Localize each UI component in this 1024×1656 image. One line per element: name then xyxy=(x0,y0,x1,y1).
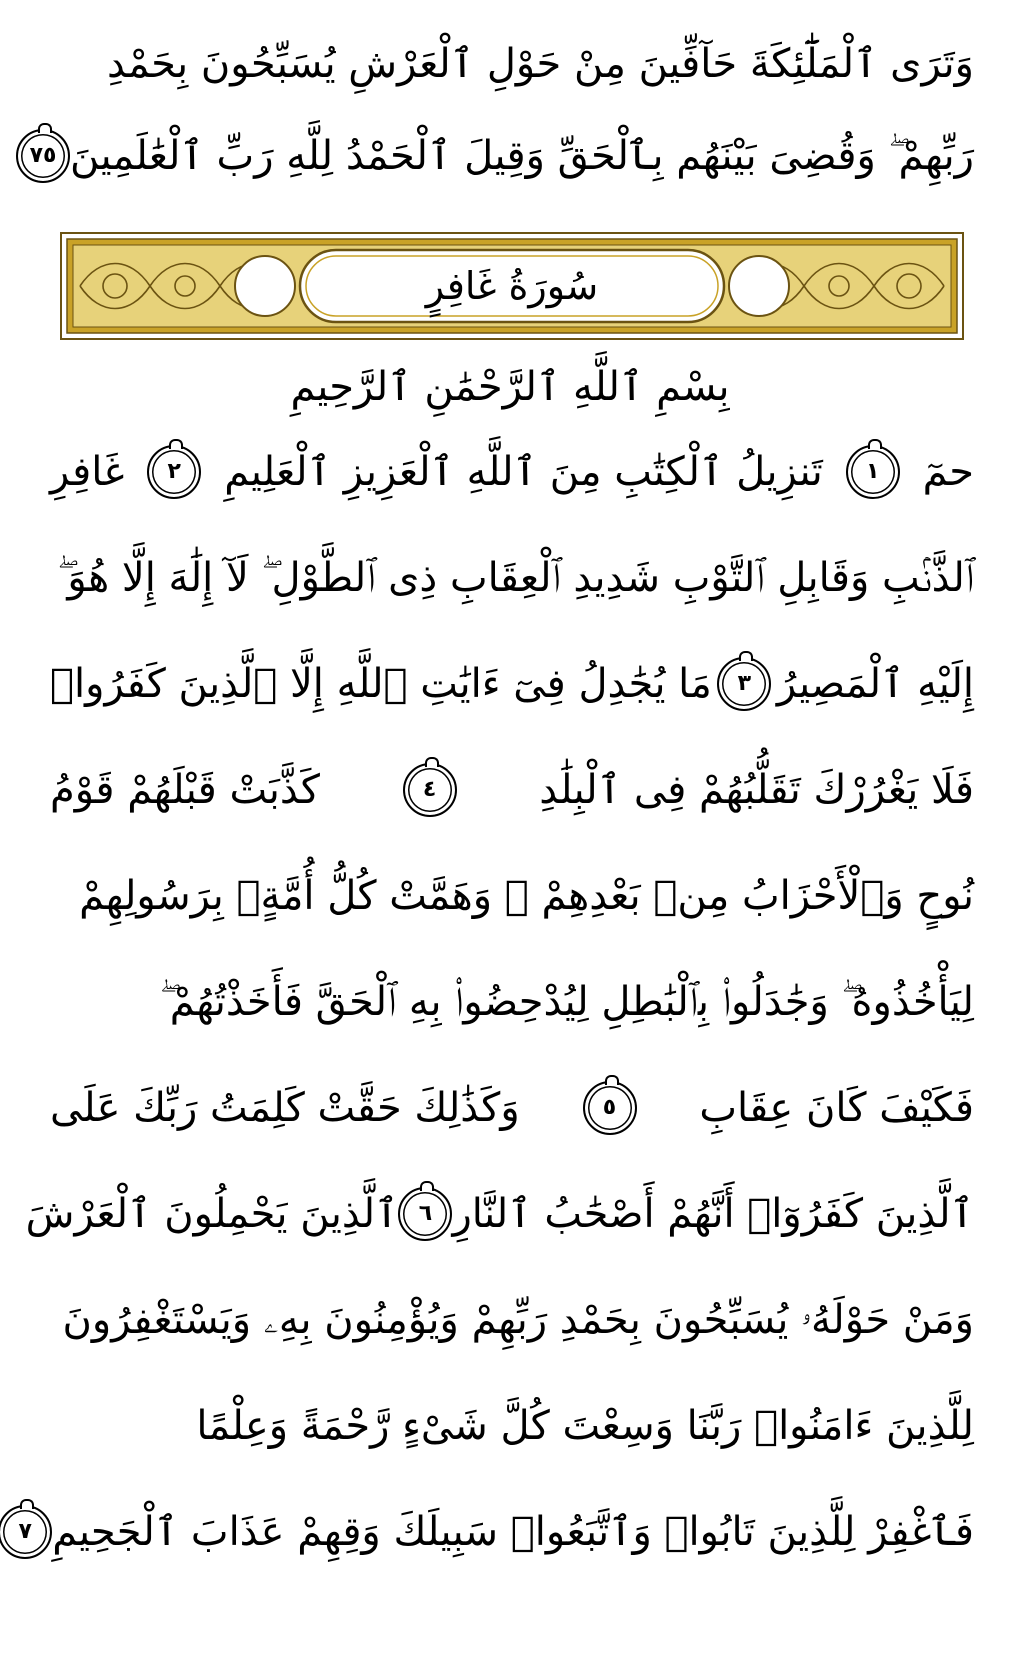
text-line xyxy=(29,116,974,196)
text-line xyxy=(50,750,974,830)
ayah-number-marker: ١ xyxy=(846,445,900,499)
text-line xyxy=(18,1492,974,1572)
verse-text: فَكَيْفَ كَانَ عِقَابِ xyxy=(699,1085,974,1131)
surah-title: سُورَةُ غَافِرٍ xyxy=(425,264,599,308)
ayah-number-marker: ٧ xyxy=(0,1505,52,1559)
text-line xyxy=(50,24,974,104)
ayah-number-marker: ٧٥ xyxy=(16,129,70,183)
ayah-number-marker: ٣ xyxy=(717,657,771,711)
verse-text: مَا يُجَٰدِلُ فِىٓ ءَايَٰتِ ٱللَّهِ إِلَّا ٱلَّذِينَ كَفَرُوا۟ xyxy=(50,661,712,707)
basmala: بِسْمِ ٱللَّهِ ٱلرَّحْمَٰنِ ٱلرَّحِيمِ xyxy=(290,364,730,410)
verse-text: حمٓ xyxy=(922,449,974,495)
verse-text: فَلَا يَغْرُرْكَ تَقَلُّبُهُمْ فِى ٱلْبِلَٰدِ xyxy=(539,767,974,813)
text-line xyxy=(25,1174,974,1254)
text-line xyxy=(50,1280,974,1360)
verse-text: وَمَنْ حَوْلَهُۥ يُسَبِّحُونَ بِحَمْدِ رَبِّهِمْ وَيُؤْمِنُونَ بِهِۦ وَيَسْتَغْفِرُونَ xyxy=(62,1297,974,1343)
verse-text: تَنزِيلُ ٱلْكِتَٰبِ مِنَ ٱللَّهِ ٱلْعَزِيزِ ٱلْعَلِيمِ xyxy=(224,449,823,495)
verse-text: لِلَّذِينَ ءَامَنُوا۟ رَبَّنَا وَسِعْتَ كُلَّ شَىْءٍ رَّحْمَةً وَعِلْمًا xyxy=(196,1403,974,1449)
ayah-number-marker: ٦ xyxy=(398,1187,452,1241)
ayah-number-marker: ٤ xyxy=(403,763,457,817)
ayah-number-marker: ٢ xyxy=(147,445,201,499)
ayah-number-marker: ٥ xyxy=(583,1081,637,1135)
verse-text: كَذَّبَتْ قَبْلَهُمْ قَوْمُ xyxy=(50,767,320,813)
surah-header-frame xyxy=(60,232,964,340)
text-line xyxy=(50,962,974,1042)
verse-text: وَتَرَى ٱلْمَلَٰٓئِكَةَ حَآفِّينَ مِنْ حَوْلِ ٱلْعَرْشِ يُسَبِّحُونَ بِحَمْدِ xyxy=(107,41,974,87)
verse-text: ٱلذَّنۢبِ وَقَابِلِ ٱلتَّوْبِ شَدِيدِ ٱلْعِقَابِ ذِى ٱلطَّوْلِ ۖ لَآ إِلَٰهَ إِلَّا هُوَ ۖ xyxy=(57,555,974,601)
verse-text: وَكَذَٰلِكَ حَقَّتْ كَلِمَتُ رَبِّكَ عَلَى xyxy=(50,1085,520,1131)
verse-text: إِلَيْهِ ٱلْمَصِيرُ xyxy=(776,661,974,707)
verse-text: رَبِّهِمْ ۖ وَقُضِىَ بَيْنَهُم بِٱلْحَقِّ وَقِيلَ ٱلْحَمْدُ لِلَّهِ رَبِّ ٱلْعَٰلَمِينَ xyxy=(70,133,974,179)
text-line xyxy=(50,644,974,724)
verse-text: لِيَأْخُذُوهُ ۖ وَجَٰدَلُوا۟ بِٱلْبَٰطِلِ لِيُدْحِضُوا۟ بِهِ ٱلْحَقَّ فَأَخَذْتُهُمْ ۖ xyxy=(159,979,974,1025)
text-line xyxy=(50,1068,974,1148)
verse-text: نُوحٍ وَٱلْأَحْزَابُ مِنۢ بَعْدِهِمْ ۖ وَهَمَّتْ كُلُّ أُمَّةٍۭ بِرَسُولِهِمْ xyxy=(79,873,974,919)
text-line xyxy=(50,432,974,512)
verse-text: غَافِرِ xyxy=(50,449,125,495)
verse-text: فَٱغْفِرْ لِلَّذِينَ تَابُوا۟ وَٱتَّبَعُوا۟ سَبِيلَكَ وَقِهِمْ عَذَابَ ٱلْجَحِيمِ xyxy=(52,1509,974,1555)
verse-text: ٱلَّذِينَ يَحْمِلُونَ ٱلْعَرْشَ xyxy=(25,1191,399,1237)
verse-text: ٱلَّذِينَ كَفَرُوٓا۟ أَنَّهُمْ أَصْحَٰبُ ٱلنَّارِ xyxy=(452,1191,974,1237)
text-line xyxy=(50,856,974,936)
text-line xyxy=(50,1386,974,1466)
text-line xyxy=(50,538,974,618)
